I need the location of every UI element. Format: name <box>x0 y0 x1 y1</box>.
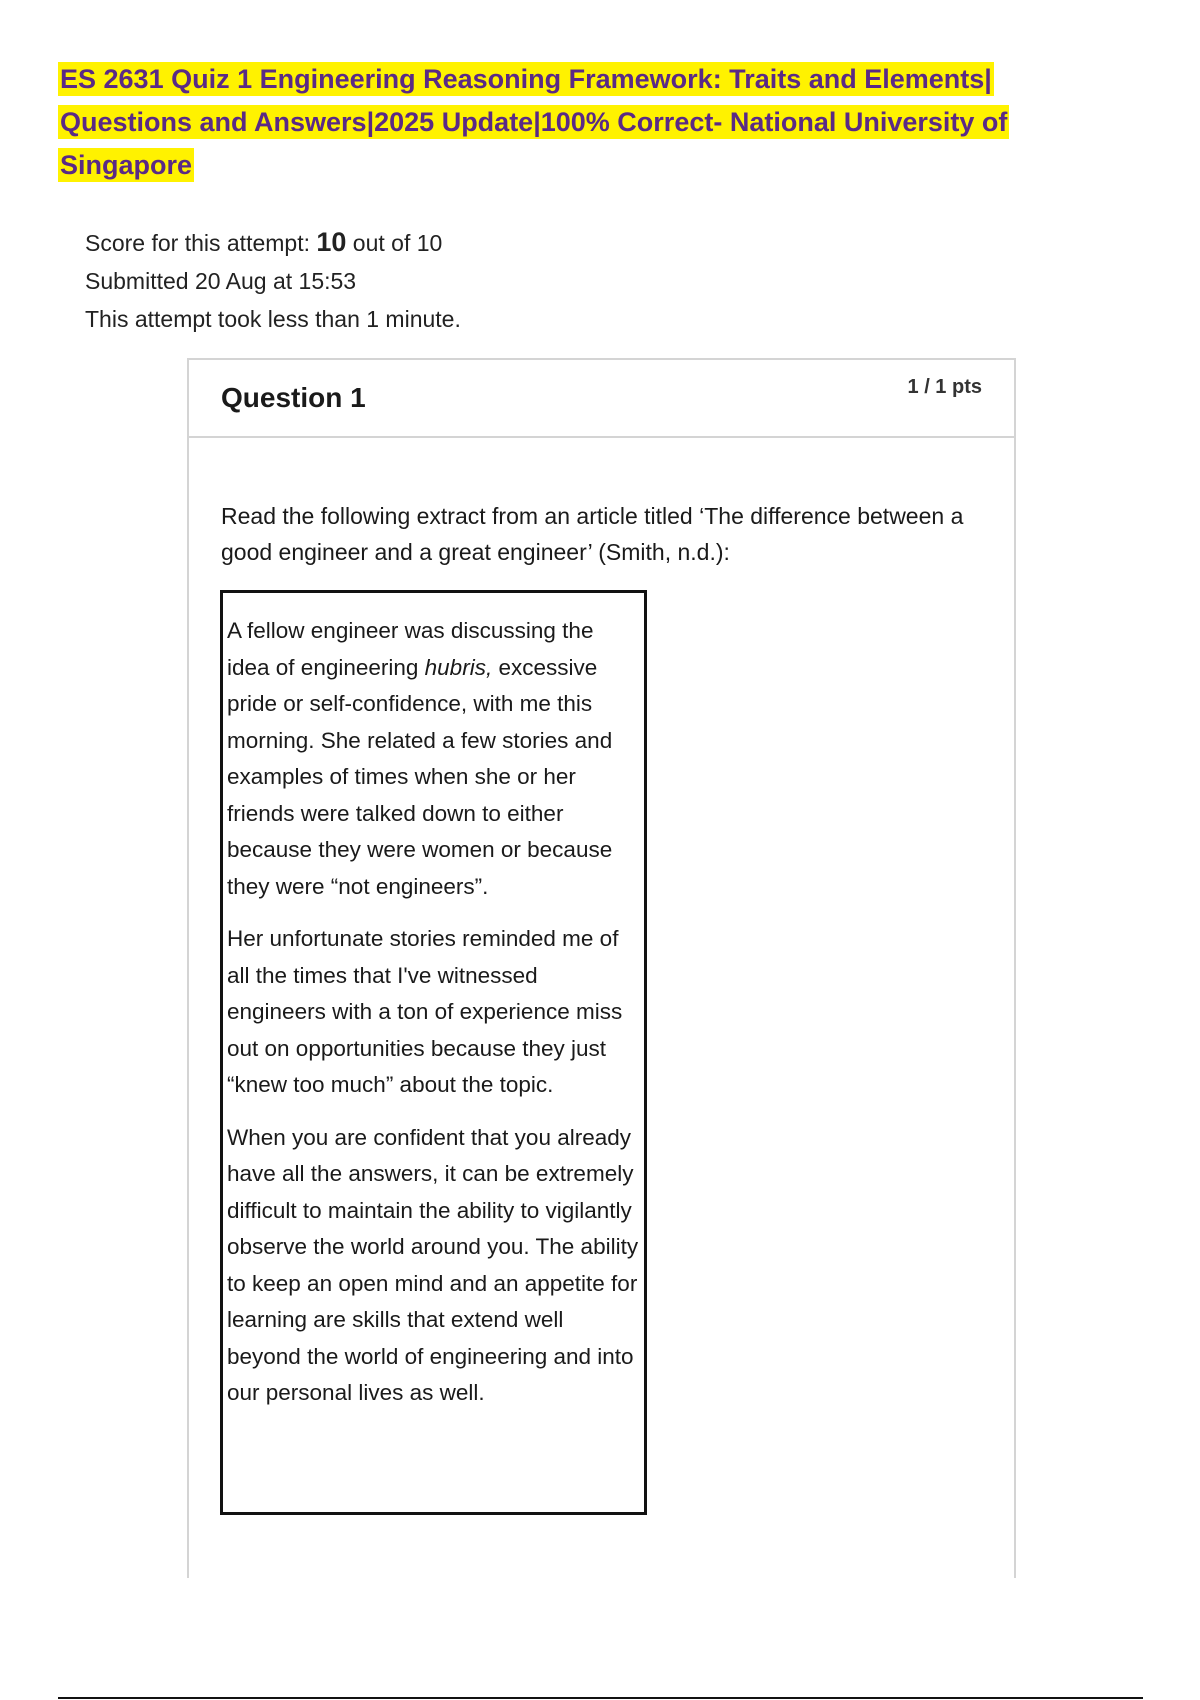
attempt-submitted: Submitted 20 Aug at 15:53 <box>85 268 357 294</box>
extract-paragraph-1 <box>227 613 640 905</box>
question-prompt: Read the following extract from an article titled ‘The difference between a good engineer and a great engineer’ (Smith, n.d.): <box>221 503 964 565</box>
extract-paragraph-1-end: excessive pride or self-confidence, with me this morning. She related a few stories and examples of times when she or her friends were talked down to either because they were women or because they were “not engineers”. <box>227 654 613 899</box>
question-title: Question 1 <box>221 382 366 413</box>
document-title-text: ES 2631 Quiz 1 Engineering Reasoning Framework: Traits and Elements| Questions and Answers|2025 Update|100% Correct- National University of Singapore <box>60 64 1008 180</box>
article-extract-box <box>220 590 647 1515</box>
extract-italic-term: hubris, <box>424 654 493 680</box>
attempt-score-label: Score for this attempt: <box>85 230 317 256</box>
extract-paragraph-3: When you are confident that you already have all the answers, it can be extremely difficult to maintain the ability to vigilantly observe the world around you. The ability to keep an open mind and an appetite for learning are skills that extend well beyond the world of engineering and into our personal lives as well. <box>227 1124 639 1405</box>
page-bottom-divider <box>58 1697 1143 1699</box>
question-points: 1 / 1 pts <box>907 376 982 398</box>
extract-paragraph-2: Her unfortunate stories reminded me of all the times that I've witnessed engineers with a ton of experience miss out on opportunities because they just “knew too much” about the topic. <box>227 926 623 1097</box>
question-header <box>189 360 1014 438</box>
extract-paragraph-1-start: A fellow engineer was discussing the idea of engineering <box>227 618 594 680</box>
question-panel <box>187 358 1016 1578</box>
attempt-summary <box>85 223 461 338</box>
attempt-score-total: out of 10 <box>346 230 443 256</box>
attempt-score <box>85 223 461 262</box>
attempt-score-value: 10 <box>316 227 347 257</box>
attempt-duration: This attempt took less than 1 minute. <box>85 306 461 332</box>
document-title <box>58 58 1068 187</box>
